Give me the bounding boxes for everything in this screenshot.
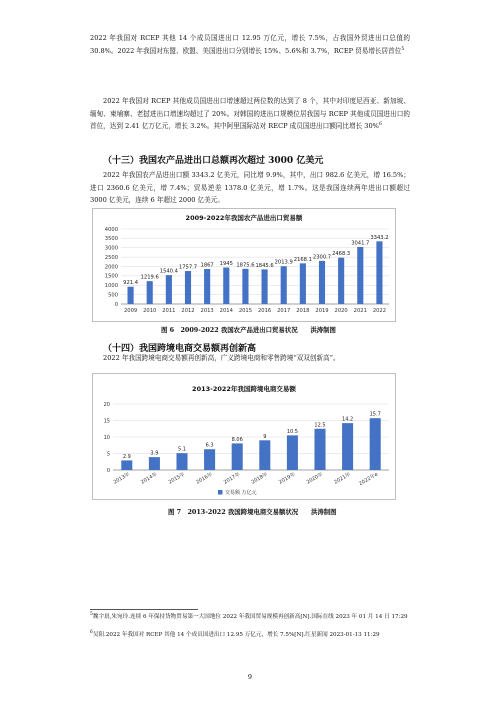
data-label: 15.7 (369, 411, 381, 418)
agri-trade-chart (92, 208, 396, 322)
y-tick-label: 500 (108, 292, 118, 299)
bar (223, 268, 229, 304)
section-heading-13: （十三）我国农产品进出口总额再次超过 3000 亿美元 (103, 156, 324, 166)
data-label: 2300.7 (312, 254, 332, 261)
y-tick-label: 1500 (104, 273, 118, 280)
footnote-ref-5[interactable]: 5 (401, 46, 405, 52)
x-tick-label: 2015 (238, 308, 253, 314)
data-label: 12.5 (314, 422, 326, 429)
data-label: 2168.1 (293, 256, 312, 263)
x-tick-label: 2021年 (333, 471, 352, 486)
agri-trade-chart-svg (93, 209, 395, 321)
bar (185, 271, 191, 304)
x-tick-label: 2021 (353, 308, 367, 314)
data-label: 3343.2 (370, 234, 389, 241)
x-tick-label: 2018年 (250, 471, 269, 486)
data-label: 10.5 (286, 428, 298, 435)
bar (166, 275, 172, 304)
section-heading-14: （十四）我国跨境电商交易额再创新高 (103, 344, 257, 354)
data-label: 1867 (200, 262, 214, 269)
data-label: 3.9 (150, 450, 159, 457)
page-number: 9 (247, 673, 253, 681)
bar (204, 269, 210, 304)
data-label: 14.2 (342, 416, 354, 423)
x-tick-label: 2020年 (305, 471, 324, 486)
bar (242, 269, 248, 304)
y-tick-label: 2000 (104, 264, 118, 271)
data-label: 1540.4 (159, 268, 178, 275)
x-tick-label: 2013 (200, 308, 214, 314)
data-label: 1219.6 (140, 274, 159, 281)
bar (147, 281, 153, 304)
data-label: 2.9 (122, 453, 131, 460)
data-label: 9 (263, 433, 267, 440)
data-label: 921.4 (123, 280, 139, 287)
bar (149, 457, 160, 470)
paragraph-ecommerce: 2022 年我国跨境电商交易额再创新高，广义跨境电商和零售跨境“双双创新高”。 (103, 354, 340, 362)
y-tick-label: 3500 (104, 236, 118, 243)
y-tick-label: 3000 (104, 245, 118, 252)
footnote-6: $^6$吴阳.2022 年我国对 RCEP 其他 14 个成员国进出口 12.95 万亿元，增长 7.5%[N].红星新闻 2023-01-13 11:29 (90, 630, 380, 638)
x-tick-label: 2010 (143, 308, 157, 314)
x-tick-label: 2016年 (195, 471, 214, 486)
ecommerce-chart-svg (93, 374, 395, 499)
x-tick-label: 2019 (315, 308, 329, 314)
x-tick-label: 2014 (219, 308, 233, 314)
y-tick-label: 10 (103, 434, 110, 441)
data-label: 5.1 (178, 446, 186, 453)
x-tick-label: 2018 (296, 308, 310, 314)
bar (232, 443, 243, 470)
x-tick-label: 2017 (277, 308, 291, 314)
x-tick-label: 2016 (257, 308, 272, 314)
chart-title: 2009-2022年我国农产品进出口贸易额 (185, 214, 303, 222)
bar (314, 429, 325, 470)
bar (121, 460, 132, 470)
data-label: 6.3 (205, 442, 214, 449)
legend-label: 交易额 万亿元 (225, 490, 257, 496)
x-tick-label: 2020 (334, 308, 348, 314)
data-label: 2013.9 (274, 259, 293, 266)
bar (176, 453, 187, 470)
ecommerce-chart (92, 373, 396, 500)
bar (370, 418, 381, 470)
data-label: 3041.7 (351, 240, 370, 247)
bar (342, 423, 353, 470)
figure-6-caption: 图 6 2009-2022 我国农产品进出口贸易状况 洪涛制图 (161, 326, 336, 334)
x-tick-label: 2022 (372, 308, 387, 314)
paragraph-rcep-members: 2022 年我国对 RCEP 其他成员国进出口增速超过两位数的达到了 8 个，其中对印度尼西亚、新加坡、缅甸、柬埔寨、老挝进出口增速均超过了 20%。对韩国的进出口规模位居我国与 RCEP 其他成员国进出口的首位，达到 2.41 亿万亿元，增长 3.2%。其中阿里国际站对 RECP 成员国进出口额同比增长 30%$^6$ (90, 97, 410, 131)
data-label: 2468.3 (332, 251, 351, 258)
x-tick-label: 2014年 (140, 471, 159, 486)
y-tick-label: 5 (106, 451, 110, 458)
y-tick-label: 0 (106, 467, 110, 474)
x-tick-label: 2017年 (222, 471, 242, 486)
footnote-5: $^5$魏宇晨,朱宛玲.连续 6 年保持货物贸易第一大国地位 2022 年我国贸易规模再创新高[N].国际在线 2023 年 01 月 14 日 17:29 (90, 612, 408, 620)
bar (300, 263, 306, 304)
bar (204, 449, 215, 470)
paragraph-rcep-trade: 2022 年我国对 RCEP 其他 14 个成员国进出口 12.95 万亿元，增长 7.5%，占我国外贸进出口总值的 30.8%。2022 年我国对东盟、欧盟、美国进出口分别增长 15%、5.6%和 3.7%，RCEP 贸易增长居首位$^5$ (90, 34, 410, 55)
bar (376, 241, 382, 304)
bar (357, 247, 363, 304)
footnote-ref-6[interactable]: 6 (378, 122, 382, 127)
bar (338, 258, 344, 304)
y-tick-label: 0 (114, 301, 118, 308)
bar (319, 261, 325, 304)
bar (281, 266, 287, 304)
data-label: 8.06 (231, 436, 243, 443)
footnote-divider (90, 609, 198, 610)
chart-title: 2013-2022年我国跨境电商交易额 (192, 385, 296, 393)
data-label: 1757.7 (178, 264, 198, 271)
x-tick-label: 2012 (181, 308, 195, 314)
y-tick-label: 20 (103, 401, 110, 408)
bar (128, 287, 134, 304)
bar (287, 435, 298, 470)
y-tick-label: 2500 (104, 254, 118, 261)
y-tick-label: 15 (103, 418, 110, 425)
bar (259, 440, 270, 470)
y-tick-label: 1000 (104, 283, 118, 290)
x-tick-label: 2013年 (112, 471, 131, 486)
paragraph-agri-trade: 2022 年我国农产品进出口额 3343.2 亿美元，同比增 9.9%，其中，出口 982.6 亿美元，增 16.5%；进口 2360.6 亿美元，增 7.4%；贸易逆差 1378.0 亿美元，增 1.7%。这是我国连续两年进出口额超过 3000 亿美元，连续 6 年超过 2000 亿美元。 (90, 171, 410, 205)
bar (262, 269, 268, 304)
y-tick-label: 4000 (104, 226, 118, 233)
x-tick-label: 2009 (123, 308, 138, 314)
legend-swatch (218, 490, 223, 495)
data-label: 1845.6 (255, 262, 274, 269)
data-label: 1875.6 (236, 262, 255, 269)
x-tick-label: 2022年e (358, 471, 380, 488)
x-tick-label: 2015年 (167, 471, 186, 486)
figure-7-caption: 图 7 2013-2022 我国跨境电商交易额状况 洪涛制图 (168, 508, 337, 516)
x-tick-label: 2011 (162, 308, 176, 314)
x-tick-label: 2019年 (278, 471, 297, 486)
data-label: 1945 (219, 261, 233, 268)
